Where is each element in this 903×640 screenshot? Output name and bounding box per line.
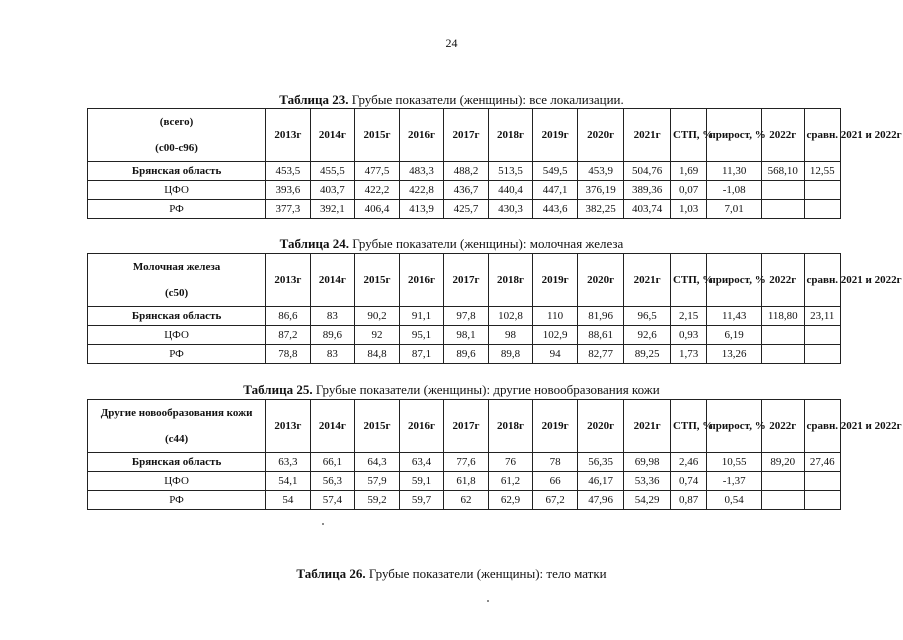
- column-header: 2014г: [310, 254, 355, 307]
- column-header: 2014г: [310, 109, 355, 162]
- table-cell: 393,6: [266, 181, 311, 200]
- row-label-header: [88, 400, 266, 453]
- table-cell: 94: [533, 345, 578, 364]
- header-label-code: (с00-с96): [155, 142, 198, 154]
- page-number: 24: [445, 36, 458, 50]
- table-cell: -1,37: [707, 472, 762, 491]
- table-cell: 61,2: [488, 472, 533, 491]
- table-cell: 1,03: [670, 200, 706, 219]
- table-23-caption-text: Грубые показатели (женщины): все локализации.: [348, 92, 624, 107]
- row-label: РФ: [88, 491, 266, 510]
- table-cell: 392,1: [310, 200, 355, 219]
- column-header: 2019г: [533, 254, 578, 307]
- table-row: [88, 181, 841, 200]
- table-cell: [762, 326, 805, 345]
- column-header: 2018г: [488, 400, 533, 453]
- table-cell: 23,11: [804, 307, 841, 326]
- table-cell: 12,55: [804, 162, 841, 181]
- table-cell: 88,61: [577, 326, 624, 345]
- table-cell: 63,4: [399, 453, 444, 472]
- table-cell: 92: [355, 326, 400, 345]
- table-24: [87, 253, 902, 364]
- table-cell: 455,5: [310, 162, 355, 181]
- column-header: 2015г: [355, 254, 400, 307]
- table-cell: 89,6: [310, 326, 355, 345]
- header-label-code: (с44): [164, 433, 189, 445]
- table-cell: 425,7: [444, 200, 489, 219]
- table-cell: 84,8: [355, 345, 400, 364]
- table-cell: 422,2: [355, 181, 400, 200]
- column-header: 2016г: [399, 400, 444, 453]
- table-cell: 76: [488, 453, 533, 472]
- table-cell: 11,43: [707, 307, 762, 326]
- column-header: сравн. 2021 и 2022г: [804, 254, 841, 307]
- table-cell: 54: [266, 491, 311, 510]
- table-cell: 102,9: [533, 326, 578, 345]
- column-header: 2016г: [399, 109, 444, 162]
- column-header: сравн. 2021 и 2022г: [804, 400, 841, 453]
- table-cell: 46,17: [577, 472, 624, 491]
- column-header: 2021г: [624, 254, 671, 307]
- table-cell: 53,36: [624, 472, 671, 491]
- table-cell: 6,19: [707, 326, 762, 345]
- table-cell: 63,3: [266, 453, 311, 472]
- table-cell: 90,2: [355, 307, 400, 326]
- table-cell: 98,1: [444, 326, 489, 345]
- column-header: 2021г: [624, 109, 671, 162]
- column-header: 2020г: [577, 254, 624, 307]
- header-label-code: (с50): [164, 287, 189, 299]
- table-23: [87, 108, 902, 219]
- row-label: Брянская область: [88, 453, 266, 472]
- table-cell: 7,01: [707, 200, 762, 219]
- table-25: [87, 399, 902, 510]
- table-cell: 54,29: [624, 491, 671, 510]
- table-row: [88, 162, 841, 181]
- column-header: 2016г: [399, 254, 444, 307]
- table-cell: 443,6: [533, 200, 578, 219]
- table-cell: 436,7: [444, 181, 489, 200]
- table-26-caption: [0, 566, 903, 582]
- column-header: 2022г: [762, 254, 805, 307]
- table-cell: 87,1: [399, 345, 444, 364]
- row-label: ЦФО: [88, 472, 266, 491]
- column-header: СТП, %: [670, 109, 706, 162]
- table-cell: 504,76: [624, 162, 671, 181]
- table-cell: 568,10: [762, 162, 805, 181]
- column-header: 2014г: [310, 400, 355, 453]
- table-cell: 0,93: [670, 326, 706, 345]
- table-header-row: [88, 109, 841, 162]
- table-header-row: [88, 400, 841, 453]
- table-cell: 10,55: [707, 453, 762, 472]
- row-label: Брянская область: [88, 307, 266, 326]
- column-header: 2017г: [444, 109, 489, 162]
- table-cell: 389,36: [624, 181, 671, 200]
- table-cell: 78,8: [266, 345, 311, 364]
- table-header-row: [88, 254, 841, 307]
- column-header: 2018г: [488, 109, 533, 162]
- table-cell: 66: [533, 472, 578, 491]
- table-cell: 488,2: [444, 162, 489, 181]
- column-header: 2022г: [762, 400, 805, 453]
- table-cell: 110: [533, 307, 578, 326]
- table-cell: 86,6: [266, 307, 311, 326]
- table-cell: 57,9: [355, 472, 400, 491]
- column-header: прирост, %: [707, 254, 762, 307]
- table-cell: 413,9: [399, 200, 444, 219]
- table-cell: 0,54: [707, 491, 762, 510]
- table-cell: 89,25: [624, 345, 671, 364]
- speck-mark: [487, 600, 489, 602]
- header-label-top: Другие новообразования кожи: [100, 407, 253, 419]
- column-header: 2015г: [355, 109, 400, 162]
- row-label-header: [88, 254, 266, 307]
- table-cell: 440,4: [488, 181, 533, 200]
- table-23-caption: [0, 92, 903, 108]
- table-cell: 403,7: [310, 181, 355, 200]
- column-header: прирост, %: [707, 109, 762, 162]
- column-header: прирост, %: [707, 400, 762, 453]
- table-cell: 69,98: [624, 453, 671, 472]
- table-cell: 1,69: [670, 162, 706, 181]
- column-header: СТП, %: [670, 400, 706, 453]
- table-cell: 62,9: [488, 491, 533, 510]
- table-row: [88, 307, 841, 326]
- table-cell: 27,46: [804, 453, 841, 472]
- column-header: сравн. 2021 и 2022г: [804, 109, 841, 162]
- column-header: 2013г: [266, 254, 311, 307]
- table-cell: 96,5: [624, 307, 671, 326]
- row-label: ЦФО: [88, 326, 266, 345]
- table-cell: 59,1: [399, 472, 444, 491]
- table-cell: 78: [533, 453, 578, 472]
- table-cell: 59,7: [399, 491, 444, 510]
- table-cell: [762, 345, 805, 364]
- table-cell: [804, 345, 841, 364]
- column-header: 2021г: [624, 400, 671, 453]
- table-cell: [804, 491, 841, 510]
- column-header: 2015г: [355, 400, 400, 453]
- table-25-caption-text: Грубые показатели (женщины): другие новообразования кожи: [312, 382, 660, 397]
- table-cell: 0,87: [670, 491, 706, 510]
- table-cell: 54,1: [266, 472, 311, 491]
- column-header: 2019г: [533, 109, 578, 162]
- table-cell: 376,19: [577, 181, 624, 200]
- table-cell: 64,3: [355, 453, 400, 472]
- table-cell: 118,80: [762, 307, 805, 326]
- table-cell: 513,5: [488, 162, 533, 181]
- table-cell: 13,26: [707, 345, 762, 364]
- table-24-caption-number: Таблица 24.: [279, 236, 349, 251]
- row-label: Брянская область: [88, 162, 266, 181]
- table-cell: 95,1: [399, 326, 444, 345]
- column-header: 2013г: [266, 109, 311, 162]
- table-row: [88, 472, 841, 491]
- table-cell: 59,2: [355, 491, 400, 510]
- table-cell: 57,4: [310, 491, 355, 510]
- table-cell: 430,3: [488, 200, 533, 219]
- table-cell: 102,8: [488, 307, 533, 326]
- table-cell: [804, 326, 841, 345]
- table-cell: 453,5: [266, 162, 311, 181]
- table-cell: 2,15: [670, 307, 706, 326]
- table-cell: 83: [310, 307, 355, 326]
- table-cell: 83: [310, 345, 355, 364]
- table-cell: 1,73: [670, 345, 706, 364]
- row-label: ЦФО: [88, 181, 266, 200]
- table-cell: 549,5: [533, 162, 578, 181]
- header-label-top: Молочная железа: [132, 261, 221, 273]
- table-cell: 97,8: [444, 307, 489, 326]
- table-cell: 11,30: [707, 162, 762, 181]
- table-cell: 447,1: [533, 181, 578, 200]
- table-cell: 422,8: [399, 181, 444, 200]
- table-cell: 377,3: [266, 200, 311, 219]
- table-cell: 81,96: [577, 307, 624, 326]
- table-cell: 82,77: [577, 345, 624, 364]
- table-row: [88, 491, 841, 510]
- table-cell: 47,96: [577, 491, 624, 510]
- table-cell: -1,08: [707, 181, 762, 200]
- row-label: РФ: [88, 345, 266, 364]
- header-label-top: (всего): [159, 116, 194, 128]
- table-cell: 483,3: [399, 162, 444, 181]
- table-cell: 56,3: [310, 472, 355, 491]
- column-header: СТП, %: [670, 254, 706, 307]
- table-cell: 77,6: [444, 453, 489, 472]
- table-cell: 87,2: [266, 326, 311, 345]
- table-24-caption-text: Грубые показатели (женщины): молочная железа: [348, 236, 624, 251]
- table-cell: [804, 181, 841, 200]
- table-cell: [762, 200, 805, 219]
- table-24-caption: [0, 236, 903, 252]
- table-row: [88, 345, 841, 364]
- table-25-caption-number: Таблица 25.: [243, 382, 313, 397]
- table-cell: 2,46: [670, 453, 706, 472]
- table-cell: 98: [488, 326, 533, 345]
- column-header: 2013г: [266, 400, 311, 453]
- table-cell: 66,1: [310, 453, 355, 472]
- table-cell: 89,20: [762, 453, 805, 472]
- table-cell: [762, 491, 805, 510]
- table-cell: 477,5: [355, 162, 400, 181]
- table-26-caption-text: Грубые показатели (женщины): тело матки: [365, 566, 607, 581]
- table-cell: [804, 200, 841, 219]
- table-cell: 56,35: [577, 453, 624, 472]
- table-cell: [762, 472, 805, 491]
- table-cell: 89,6: [444, 345, 489, 364]
- table-cell: 403,74: [624, 200, 671, 219]
- table-cell: 406,4: [355, 200, 400, 219]
- speck-mark: [322, 523, 324, 525]
- column-header: 2017г: [444, 400, 489, 453]
- column-header: 2020г: [577, 400, 624, 453]
- table-25-caption: [0, 382, 903, 398]
- table-26-caption-number: Таблица 26.: [296, 566, 366, 581]
- table-cell: 62: [444, 491, 489, 510]
- table-cell: 453,9: [577, 162, 624, 181]
- column-header: 2022г: [762, 109, 805, 162]
- column-header: 2018г: [488, 254, 533, 307]
- table-cell: 382,25: [577, 200, 624, 219]
- table-cell: [804, 472, 841, 491]
- table-row: [88, 200, 841, 219]
- table-cell: 91,1: [399, 307, 444, 326]
- table-cell: 61,8: [444, 472, 489, 491]
- column-header: 2017г: [444, 254, 489, 307]
- table-cell: 92,6: [624, 326, 671, 345]
- table-23-caption-number: Таблица 23.: [279, 92, 349, 107]
- table-cell: 89,8: [488, 345, 533, 364]
- table-cell: 0,74: [670, 472, 706, 491]
- table-cell: 67,2: [533, 491, 578, 510]
- table-row: [88, 453, 841, 472]
- column-header: 2020г: [577, 109, 624, 162]
- row-label: РФ: [88, 200, 266, 219]
- column-header: 2019г: [533, 400, 578, 453]
- row-label-header: [88, 109, 266, 162]
- table-cell: [762, 181, 805, 200]
- table-cell: 0,07: [670, 181, 706, 200]
- table-row: [88, 326, 841, 345]
